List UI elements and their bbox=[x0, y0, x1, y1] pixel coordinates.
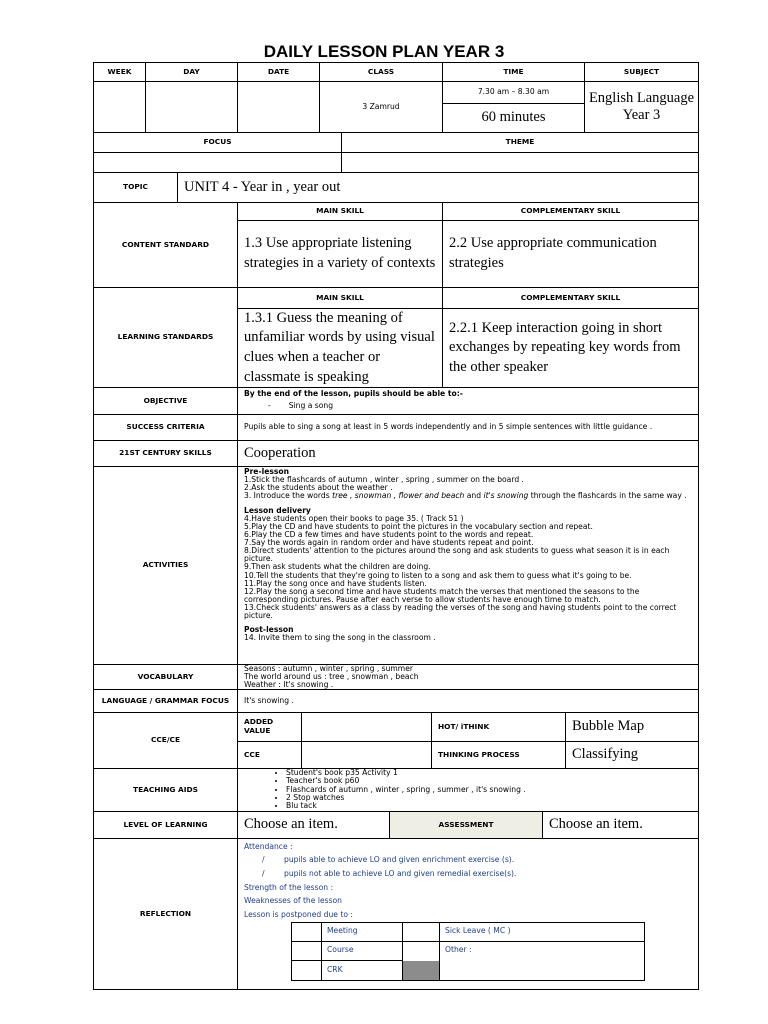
success-criteria-value[interactable]: Pupils able to sing a song at least in 5 words independently and in 5 simple sentences with little guidance . bbox=[237, 414, 699, 441]
slash-mark: / bbox=[262, 855, 265, 864]
other-checkbox[interactable] bbox=[402, 941, 440, 981]
assessment-label: ASSESSMENT bbox=[389, 811, 543, 839]
content-complementary-skill[interactable]: 2.2 Use appropriate communication strategies bbox=[442, 220, 699, 288]
focus-value[interactable] bbox=[93, 152, 342, 173]
post-lesson-heading: Post-lesson bbox=[244, 625, 294, 635]
subject-label: SUBJECT bbox=[584, 62, 699, 82]
shaded-cell bbox=[403, 961, 439, 980]
activity-step: 6.Play the CD a few times and have students point to the words and repeat. bbox=[244, 529, 534, 539]
teaching-aids-label: TEACHING AIDS bbox=[93, 768, 238, 812]
content-standard-label: CONTENT STANDARD bbox=[93, 202, 238, 288]
course-cell bbox=[321, 941, 403, 961]
sick-leave-checkbox[interactable] bbox=[402, 922, 440, 942]
teaching-aid-item: • 2 Stop watches bbox=[286, 794, 698, 802]
sick-leave-label: Sick Leave ( MC ) bbox=[445, 926, 511, 935]
objective-box[interactable] bbox=[237, 387, 699, 415]
learning-main-skill[interactable]: 1.3.1 Guess the meaning of unfamiliar words by using visual clues when a teacher or classmate is speaking bbox=[237, 308, 443, 388]
date-value[interactable] bbox=[237, 81, 320, 133]
learning-standards-label: LEARNING STANDARDS bbox=[93, 287, 238, 388]
crk-checkbox[interactable] bbox=[291, 960, 322, 981]
assessment-select[interactable]: Choose an item. bbox=[542, 811, 699, 839]
activity-step: 3. Introduce the words tree , snowman , flower and beach and it's snowing through the flashcards in the same way . bbox=[244, 491, 687, 501]
vocabulary-label: VOCABULARY bbox=[93, 664, 238, 690]
crk-label: CRK bbox=[327, 965, 343, 974]
main-skill-label: MAIN SKILL bbox=[237, 287, 443, 309]
activities-label: ACTIVITIES bbox=[93, 466, 238, 665]
theme-value[interactable] bbox=[341, 152, 699, 173]
level-of-learning-select[interactable]: Choose an item. bbox=[237, 811, 390, 839]
duration-value[interactable]: 60 minutes bbox=[442, 103, 585, 133]
vocabulary-line: Weather : It's snowing . bbox=[244, 679, 334, 689]
weakness-label: Weaknesses of the lesson bbox=[244, 896, 342, 905]
activity-step: 14. Invite them to sing the song in the classroom . bbox=[244, 633, 436, 643]
teaching-aid-item: • Flashcards of autumn , winter , spring , summer , it's snowing . bbox=[286, 786, 698, 794]
reflection-label: REFLECTION bbox=[93, 838, 238, 990]
objective-intro: By the end of the lesson, pupils should be able to:- bbox=[244, 389, 463, 398]
attendance-label: Attendance : bbox=[244, 842, 293, 851]
success-criteria-label: SUCCESS CRITERIA bbox=[93, 414, 238, 441]
week-value[interactable] bbox=[93, 81, 146, 133]
lesson-delivery-heading: Lesson delivery bbox=[244, 505, 311, 515]
activity-step: 10.Tell the students that they're going to listen to a song and ask them to guess what it's going to be. bbox=[244, 570, 632, 580]
teaching-aid-item: • Student's book p35 Activity 1 bbox=[286, 769, 698, 777]
vocabulary-line: Seasons : autumn , winter , spring , summer bbox=[244, 664, 413, 673]
crk-cell bbox=[321, 960, 403, 981]
cce-ce-label: CCE/CE bbox=[93, 712, 238, 769]
level-of-learning-label: LEVEL OF LEARNING bbox=[93, 811, 238, 839]
grammar-focus-value[interactable]: It's snowing . bbox=[237, 689, 699, 713]
teaching-aid-item: • Blu tack bbox=[286, 802, 698, 810]
time-value[interactable]: 7.30 am – 8.30 am bbox=[442, 81, 585, 104]
objective-label: OBJECTIVE bbox=[93, 387, 238, 415]
activity-step: 9.Then ask students what the children are doing. bbox=[244, 562, 431, 572]
teaching-aid-item: • Teacher's book p60 bbox=[286, 777, 698, 785]
grammar-focus-label: LANGUAGE / GRAMMAR FOCUS bbox=[93, 689, 238, 713]
teaching-aids-box[interactable] bbox=[237, 768, 699, 812]
main-skill-label: MAIN SKILL bbox=[237, 202, 443, 221]
activity-step: 8.Direct students' attention to the pictures around the song and ask students to guess what season it is in each picture. bbox=[244, 546, 670, 564]
strength-label: Strength of the lesson : bbox=[244, 883, 333, 892]
activity-step: 2.Ask the students about the weather . bbox=[244, 483, 393, 493]
enrichment-note: pupils able to achieve LO and given enrichment exercise (s). bbox=[284, 855, 515, 864]
cce-input[interactable] bbox=[301, 741, 432, 769]
pre-lesson-heading: Pre-lesson bbox=[244, 467, 290, 476]
slash-mark: / bbox=[262, 869, 265, 878]
day-value[interactable] bbox=[145, 81, 238, 133]
21st-century-skills-value[interactable]: Cooperation bbox=[237, 440, 699, 467]
meeting-cell bbox=[321, 922, 403, 942]
meeting-label: Meeting bbox=[327, 926, 358, 935]
meeting-checkbox[interactable] bbox=[291, 922, 322, 942]
week-label: WEEK bbox=[93, 62, 146, 82]
theme-label: THEME bbox=[341, 132, 699, 153]
activity-step: 4.Have students open their books to page 35. ( Track 51 ) bbox=[244, 513, 464, 523]
class-value[interactable]: 3 Zamrud bbox=[319, 81, 443, 133]
hot-ithink-label: HOT/ iTHINK bbox=[431, 712, 566, 742]
activity-step: 12.Play the song a second time and have students match the verses that mentioned the seasons to the corresponding pictures. Pause after each verse to allow students have enough time to match. bbox=[244, 586, 640, 604]
vocabulary-box[interactable] bbox=[237, 664, 699, 690]
objective-item: Sing a song bbox=[288, 400, 334, 410]
objective-item-row bbox=[244, 402, 692, 411]
added-value-label: ADDED VALUE bbox=[237, 712, 302, 742]
content-main-skill[interactable]: 1.3 Use appropriate listening strategies in a variety of contexts bbox=[237, 220, 443, 288]
course-checkbox[interactable] bbox=[291, 941, 322, 961]
activity-step: 11.Play the song once and have students listen. bbox=[244, 578, 427, 588]
time-label: TIME bbox=[442, 62, 585, 82]
thinking-process-label: THINKING PROCESS bbox=[431, 741, 566, 769]
activity-step: 5.Play the CD and have students to point the pictures in the vocabulary section and repeat. bbox=[244, 521, 593, 531]
activities-box[interactable] bbox=[237, 466, 699, 665]
learning-complementary-skill[interactable]: 2.2.1 Keep interaction going in short exchanges by repeating key words from the other speaker bbox=[442, 308, 699, 388]
other-label: Other : bbox=[445, 945, 472, 954]
activity-step: 1.Stick the flashcards of autumn , winter , spring , summer on the board . bbox=[244, 475, 524, 485]
objective-dash: - bbox=[268, 400, 271, 410]
remedial-note: pupils not able to achieve LO and given remedial exercise(s). bbox=[284, 869, 517, 878]
page-title: DAILY LESSON PLAN YEAR 3 bbox=[263, 42, 505, 61]
sick-leave-cell bbox=[439, 922, 645, 942]
complementary-skill-label: COMPLEMENTARY SKILL bbox=[442, 287, 699, 309]
21st-century-skills-label: 21ST CENTURY SKILLS bbox=[93, 440, 238, 467]
added-value-input[interactable] bbox=[301, 712, 432, 742]
postponed-label: Lesson is postponed due to : bbox=[244, 910, 353, 919]
thinking-process-value[interactable]: Classifying bbox=[565, 741, 699, 769]
topic-value[interactable]: UNIT 4 - Year in , year out bbox=[177, 172, 699, 203]
cce-label: CCE bbox=[237, 741, 302, 769]
activity-step: 13.Check students' answers as a class by reading the verses of the song and having students point to the correct picture. bbox=[244, 603, 677, 621]
day-label: DAY bbox=[145, 62, 238, 82]
course-label: Course bbox=[327, 945, 354, 954]
date-label: DATE bbox=[237, 62, 320, 82]
other-cell[interactable] bbox=[439, 941, 645, 981]
subject-value[interactable]: English Language Year 3 bbox=[584, 81, 699, 133]
activity-step: 7.Say the words again in random order and have students repeat and point. bbox=[244, 538, 534, 547]
class-label: CLASS bbox=[319, 62, 443, 82]
focus-label: FOCUS bbox=[93, 132, 342, 153]
hot-ithink-value[interactable]: Bubble Map bbox=[565, 712, 699, 742]
vocabulary-line: The world around us : tree , snowman , beach bbox=[244, 671, 419, 681]
topic-label: TOPIC bbox=[93, 172, 178, 203]
complementary-skill-label: COMPLEMENTARY SKILL bbox=[442, 202, 699, 221]
